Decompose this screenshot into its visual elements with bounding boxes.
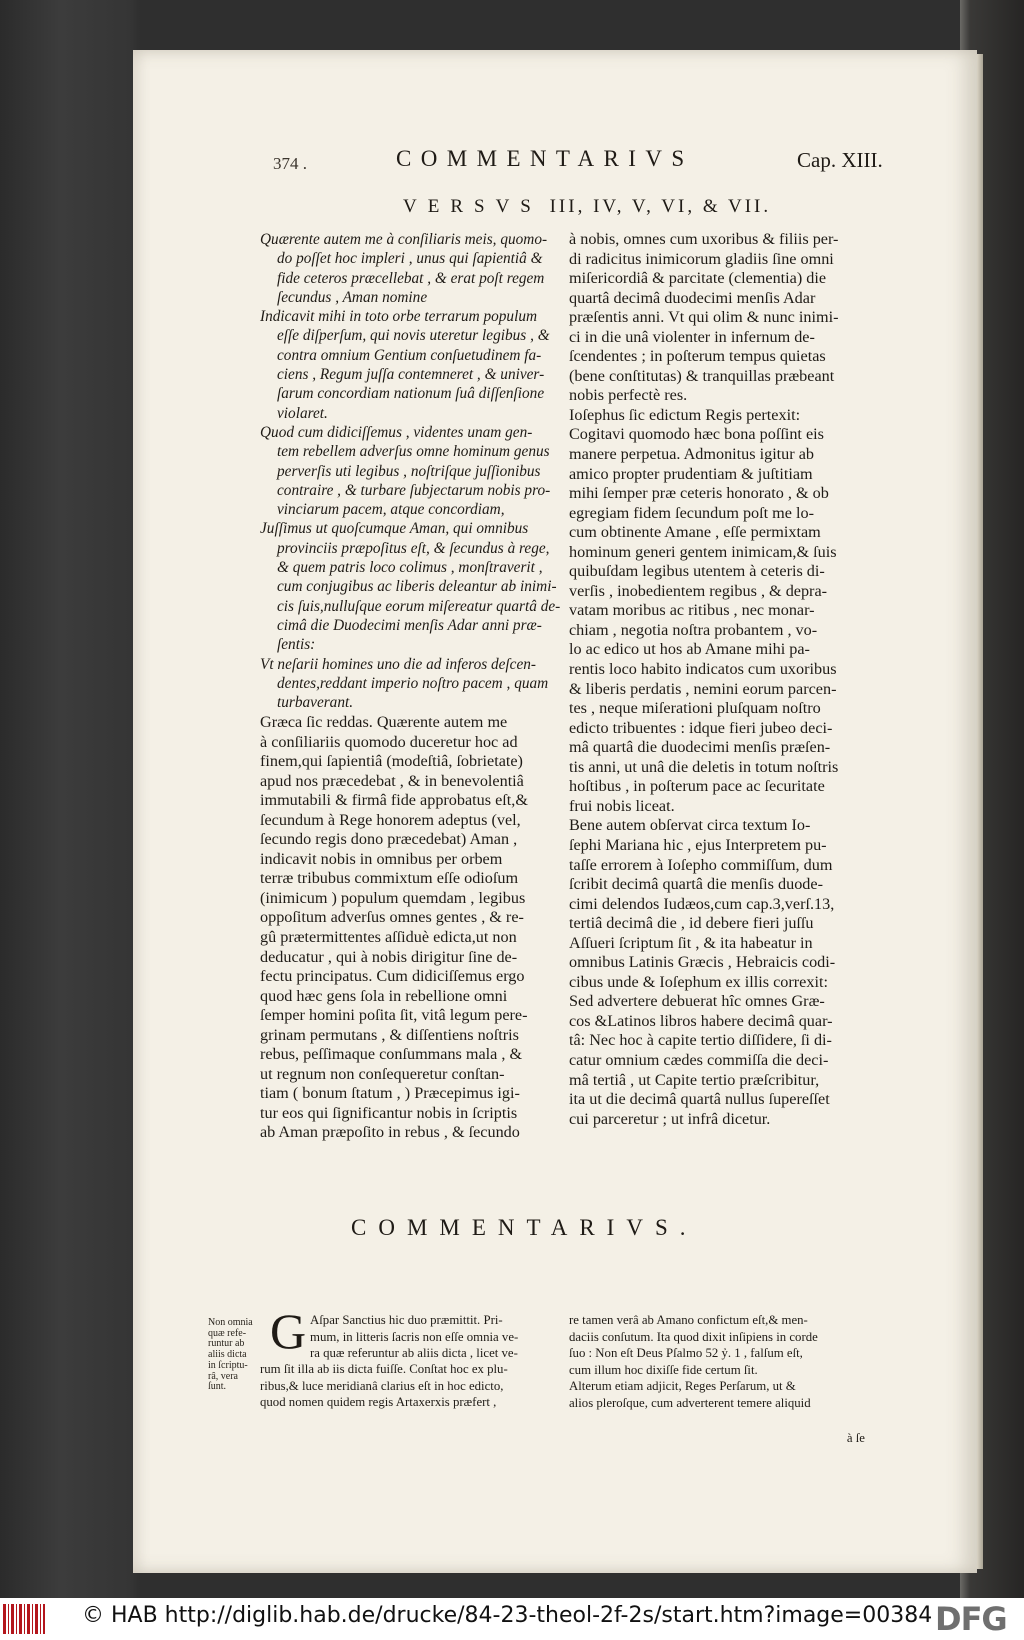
verse-label: VERSVS: [403, 196, 542, 217]
text-line: tur eos qui ſignificantur nobis in ſcriptis: [260, 1103, 518, 1122]
text-line: dentes,reddant imperio noſtro pacem , quam: [277, 674, 549, 692]
text-line: tis anni, ut unâ die deletis in totum noſtris: [569, 757, 839, 776]
text-line: frui nobis liceat.: [569, 796, 675, 815]
text-line: quod nomen quidem regis Artaxerxis præfert ,: [260, 1395, 497, 1410]
text-line: oppoſitum adverſus omnes gentes , & re-: [260, 908, 524, 927]
page-edge: [977, 54, 983, 1569]
text-line: violaret.: [277, 404, 328, 422]
text-line: turbaverant.: [277, 694, 354, 712]
catchword: à ſe: [846, 1431, 865, 1445]
text-line: catur omnium cædes commiſſa die deci-: [569, 1050, 829, 1069]
text-line: ra quæ referuntur ab aliis dicta , licet ve-: [310, 1346, 518, 1361]
text-line: miſericordiâ & parcitate (clementia) die: [569, 269, 827, 288]
text-line: ſarum concordiam nationum ſuâ diſſenſione: [277, 385, 545, 403]
text-line: mâ quartâ die duodecimi menſis præſen-: [569, 738, 831, 757]
text-line: & liberis perdatis , nemini eorum parcen-: [569, 679, 837, 698]
text-line: hominum generi gentem inimicam,& ſuis: [569, 542, 837, 561]
chapter-label: Cap. XIII.: [797, 148, 883, 172]
text-line: tertiâ decimâ die , id debere fieri juſſu: [569, 914, 814, 933]
text-line: ci in die unâ violenter in infernum de-: [569, 327, 815, 346]
commentary-left-first: [310, 1312, 555, 1362]
book-page: [133, 50, 977, 1573]
text-line: cum conjugibus ac liberis deleantur ab inimi-: [277, 578, 557, 596]
footer-url[interactable]: © HAB http://diglib.hab.de/drucke/84-23-theol-2f-2s/start.htm?image=00384: [82, 1603, 933, 1628]
text-line: (inimicum ) populum quemdam , legibus: [260, 888, 526, 907]
text-line: râ, vera: [208, 1370, 238, 1382]
text-line: perverſis uti legibus , noſtriſque juſſionibus: [277, 462, 541, 480]
text-line: mihi ſemper præ ceteris honorato , & ob: [569, 484, 829, 503]
text-line: Sed advertere debuerat hîc omnes Græ-: [569, 992, 825, 1011]
text-line: cimi delendos Iudæos,cum cap.3,verſ.13,: [569, 894, 835, 913]
text-line: do poſſet hoc impleri , unus qui ſapientiâ &: [277, 250, 543, 268]
commentary-heading: COMMENTARIVS.: [351, 1215, 698, 1240]
text-line: Indicavit mihi in toto orbe terrarum populum: [260, 308, 538, 326]
running-title: COMMENTARIVS: [396, 146, 694, 171]
text-line: ſecundus , Aman nomine: [277, 288, 428, 306]
left-prose-text: [260, 713, 555, 1143]
text-line: Alterum etiam adjicit, Reges Perſarum, ut &: [569, 1379, 796, 1394]
text-line: à nobis, omnes cum uxoribus & filiis per-: [569, 230, 839, 248]
text-line: mâ tertiâ , ut Capite tertio præſcribitur,: [569, 1070, 820, 1089]
text-line: Aſſueri ſcriptum ſit , & ita habeatur in: [569, 933, 813, 952]
text-line: mum, in litteris ſacris non eſſe omnia ve-: [310, 1329, 519, 1344]
text-line: finem,qui ſapientiâ (modeſtiâ, ſobrietate): [260, 752, 523, 771]
text-line: cui parceretur ; ut infrâ dicetur.: [569, 1109, 771, 1128]
text-line: indicavit nobis in omnibus per orbem: [260, 849, 503, 868]
text-line: ſecundo regis dono præcedebat) Aman ,: [260, 830, 518, 849]
text-line: cos &Latinos libros habere decimâ quar-: [569, 1011, 833, 1030]
text-line: tiam ( bonum ſtatum , ) Præcepimus igi-: [260, 1084, 520, 1103]
right-column-text: [569, 230, 865, 1129]
text-line: ab Aman præpoſito in rebus , & ſecundo: [260, 1123, 520, 1142]
text-line: ita ut die decimâ quartâ nullus ſupereſſet: [569, 1090, 830, 1109]
text-line: di radicitus inimicorum gladiis ſine omni: [569, 249, 834, 268]
text-line: ſemper homini poſita ſit, vitâ legum pere-: [260, 1006, 528, 1025]
text-line: deducatur , qui à nobis dirigitur ſine de-: [260, 947, 518, 966]
text-line: nobis perfectè res.: [569, 386, 688, 405]
text-line: vinciarum pacem, atque concordiam,: [277, 501, 505, 519]
text-line: rebus, peſſimaque conſummans mala , &: [260, 1045, 523, 1064]
text-line: provinciis præpoſitus eſt, & ſecundus à rege,: [277, 539, 550, 557]
text-line: tes , neque miſerationi pluſquam noſtro: [569, 699, 821, 718]
text-line: omnibus Latinis Græcis , Hebraicis codi-: [569, 953, 836, 972]
text-line: cis ſuis,nulluſque eorum miſereatur quartâ de-: [277, 597, 561, 615]
text-line: ſentis:: [277, 636, 316, 654]
text-line: hoſtibus , in poſterum pace ac ſecuritate: [569, 777, 825, 796]
text-line: cum illum hoc dixiſſe fide certum ſit.: [569, 1362, 758, 1377]
text-line: in ſcriptu-: [208, 1359, 248, 1371]
text-line: edicto tribuentes : idque fieri jubeo deci-: [569, 718, 833, 737]
text-line: (bene conſtitutas) & tranquillas præbeant: [569, 366, 835, 385]
text-line: ſcendentes ; in poſterum tempus quietas: [569, 347, 826, 366]
verse-numbers: III, IV, V, VI, & VII.: [549, 196, 772, 217]
text-line: contra omnium Gentium conſuetudinem fa-: [277, 346, 542, 364]
text-line: ſephi Mariana hic , ejus Interpretem pu-: [569, 835, 827, 854]
text-line: ſcribit decimâ quartâ die menſis duode-: [569, 875, 823, 894]
text-line: chiam , negotia noſtra probantem , vo-: [569, 620, 818, 639]
text-line: gû prætermittentes aſſiduè edicta,ut non: [260, 928, 517, 947]
text-line: Ioſephus ſic edictum Regis pertexit:: [569, 405, 801, 424]
text-line: ſunt.: [208, 1381, 227, 1393]
text-line: vatam moribus ac ritibus , nec monar-: [569, 601, 815, 620]
text-line: lo ac edico ut hos ab Amane mihi pa-: [569, 640, 810, 659]
text-line: ſecundum à Rege honorem adeptus (vel,: [260, 810, 521, 829]
text-line: Cogitavi quomodo hæc bona poſſint eis: [569, 425, 824, 444]
text-line: immutabili & firmâ fide approbatus eſt,&: [260, 791, 528, 810]
text-line: Quod cum didiciſſemus , videntes unam gen-: [260, 423, 533, 441]
text-line: Bene autem obſervat circa textum Io-: [569, 816, 811, 835]
text-line: taſſe errorem à Ioſepho commiſſum, dum: [569, 855, 833, 874]
hab-logo-icon: [3, 1604, 45, 1634]
text-line: alios pleroſque, cum adverterent temere aliquid: [569, 1395, 811, 1410]
text-line: Non omnia: [208, 1317, 253, 1328]
text-line: & quem patris loco colimus , monſtraverit ,: [277, 559, 543, 577]
text-line: Græca ſic reddas. Quærente autem me: [260, 713, 508, 731]
text-line: quod hæc gens ſola in rebellione omni: [260, 986, 508, 1005]
text-line: ſuo : Non eſt Deus Pſalmo 52 ỷ. 1 , falſum eſt,: [569, 1346, 803, 1361]
page-number: 374 .: [273, 154, 307, 173]
text-line: verſis , inobedientem regibus , & depra-: [569, 581, 828, 600]
margin-note: [208, 1318, 268, 1393]
commentary-right: [569, 1312, 865, 1412]
text-line: eſſe diſperſum, qui novis uteretur legibus , &: [277, 327, 550, 345]
text-line: apud nos præcedebat , & in benevolentiâ: [260, 771, 524, 790]
text-line: tem rebellem adverſus omne hominum genus: [277, 443, 550, 461]
text-line: quartâ decimâ duodecimi menſis Adar: [569, 288, 816, 307]
text-line: quæ refe-: [208, 1327, 247, 1339]
text-line: quibuſdam legibus utentem à ceteris di-: [569, 562, 825, 581]
text-line: Aſpar Sanctius hic duo præmittit. Pri-: [310, 1313, 503, 1327]
text-line: runtur ab: [208, 1338, 245, 1350]
text-line: fide ceteros præcellebat , & erat poſt regem: [277, 269, 545, 287]
text-line: aliis dicta: [208, 1349, 247, 1361]
text-line: terræ tribubus commixtum eſſe odioſum: [260, 869, 519, 888]
verse-heading: [403, 196, 883, 218]
text-line: ciens , Regum juſſa contemneret , & univer-: [277, 366, 545, 384]
text-line: rum ſit illa ab iis dicta fuiſſe. Conſtat hoc ex plu-: [260, 1362, 508, 1376]
dfg-logo: DFG: [935, 1600, 1007, 1638]
text-line: cum obtinente Amane , eſſe permixtam: [569, 523, 821, 542]
footer-bar: [0, 1598, 1024, 1640]
text-line: rentis loco habito indicatos cum uxoribus: [569, 660, 837, 679]
text-line: cibus unde & Ioſephum ex illis correxit:: [569, 972, 828, 991]
text-line: egregiam fidem ſecundum poſt me lo-: [569, 503, 814, 522]
text-line: Vt neſarii homines uno die ad inferos deſcen-: [260, 655, 537, 673]
text-line: Quærente autem me à conſiliaris meis, quomo-: [260, 231, 548, 248]
text-line: à conſiliariis quomodo duceretur hoc ad: [260, 732, 518, 751]
left-verse-text: [260, 230, 561, 712]
text-line: re tamen verâ ab Amano confictum eſt,& men-: [569, 1313, 808, 1327]
text-line: amico propter prudentiam & juſtitiam: [569, 464, 813, 483]
text-line: præſentis anni. Vt qui olim & nunc inimi-: [569, 308, 839, 327]
commentary-left-rest: [260, 1361, 555, 1411]
text-line: contraire , & turbare ſubjectarum nobis pro-: [277, 481, 551, 499]
drop-capital: G: [270, 1303, 307, 1359]
text-line: Juſſimus ut quoſcumque Aman, qui omnibus: [260, 520, 529, 538]
text-line: ribus,& luce meridianâ clarius eſt in hoc edicto,: [260, 1378, 504, 1393]
text-line: grinam permutans , & diſſentiens noſtris: [260, 1025, 519, 1044]
text-line: daciis conſutum. Ita quod dixit inſipiens in corde: [569, 1329, 818, 1344]
text-line: cimâ die Duodecimi menſis Adar anni præ-: [277, 616, 542, 634]
text-line: tâ: Nec hoc à capite tertio diſſidere, ſi di-: [569, 1031, 832, 1050]
text-line: ut regnum non conſequeretur conſtan-: [260, 1064, 505, 1083]
text-line: fectu principatus. Cum didiciſſemus ergo: [260, 967, 525, 986]
text-line: manere perpetua. Admonitus igitur ab: [569, 445, 814, 464]
